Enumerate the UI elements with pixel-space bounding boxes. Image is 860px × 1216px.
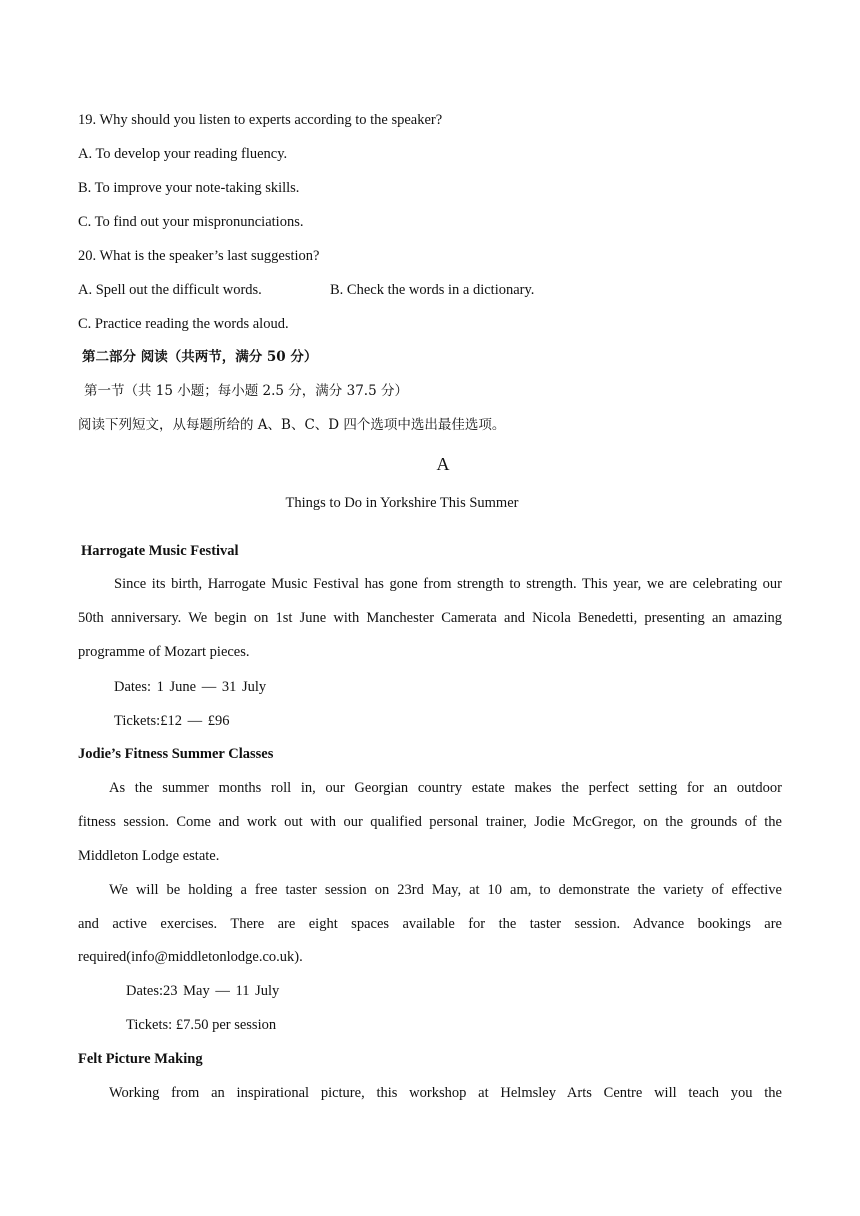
subsection-title: 第一节（共 15 小题；每小题 2.5 分，满分 37.5 分） (84, 383, 408, 399)
question-20-option-a: A. Spell out the difficult words. (78, 282, 262, 298)
harrogate-line-1: Since its birth, Harrogate Music Festival has gone from strength to strength. This year, we are celebrating our (114, 576, 782, 592)
instruction: 阅读下列短文，从每题所给的 A、B、C、D 四个选项中选出最佳选项。 (78, 417, 506, 433)
question-20-option-b: B. Check the words in a dictionary. (330, 282, 535, 298)
question-20-stem: 20. What is the speaker’s last suggestion? (78, 248, 320, 264)
jodie-tickets: Tickets: £7.50 per session (126, 1017, 277, 1033)
question-19-stem: 19. Why should you listen to experts according to the speaker? (78, 112, 443, 128)
jodie-p1-line-1: As the summer months roll in, our Georgian country estate makes the perfect setting for an outdoor (109, 780, 782, 796)
passage-title: Things to Do in Yorkshire This Summer (285, 495, 519, 511)
harrogate-line-2: 50th anniversary. We begin on 1st June with Manchester Camerata and Nicola Benedetti, presenting an amazing (78, 610, 782, 626)
jodie-p1-line-2: fitness session. Come and work out with our qualified personal trainer, Jodie McGregor, on the grounds of the (78, 814, 782, 830)
question-20-option-c: C. Practice reading the words aloud. (78, 316, 289, 332)
harrogate-tickets: Tickets:£12 — £96 (114, 713, 230, 729)
question-19-option-b: B. To improve your note-taking skills. (78, 180, 300, 196)
passage-letter: A (436, 454, 450, 474)
jodie-p2-line-3: required(info@middletonlodge.co.uk). (78, 949, 303, 965)
harrogate-heading: Harrogate Music Festival (81, 543, 239, 559)
harrogate-line-3: programme of Mozart pieces. (78, 644, 250, 660)
felt-heading: Felt Picture Making (78, 1051, 203, 1067)
jodie-p2-line-1: We will be holding a free taster session on 23rd May, at 10 am, to demonstrate the variety of effective (109, 882, 782, 898)
jodie-p1-line-3: Middleton Lodge estate. (78, 848, 220, 864)
question-19-option-c: C. To find out your mispronunciations. (78, 214, 304, 230)
felt-line-1: Working from an inspirational picture, this workshop at Helmsley Arts Centre will teach you the (109, 1085, 782, 1101)
jodie-dates: Dates:23 May — 11 July (126, 983, 280, 999)
part-title: 第二部分 阅读（共两节，满分 50 分） (82, 349, 318, 365)
harrogate-dates: Dates: 1 June — 31 July (114, 679, 267, 695)
jodie-p2-line-2: and active exercises. There are eight spaces available for the taster session. Advance bookings are (78, 916, 782, 932)
question-19-option-a: A. To develop your reading fluency. (78, 146, 288, 162)
jodie-heading: Jodie’s Fitness Summer Classes (78, 746, 274, 762)
